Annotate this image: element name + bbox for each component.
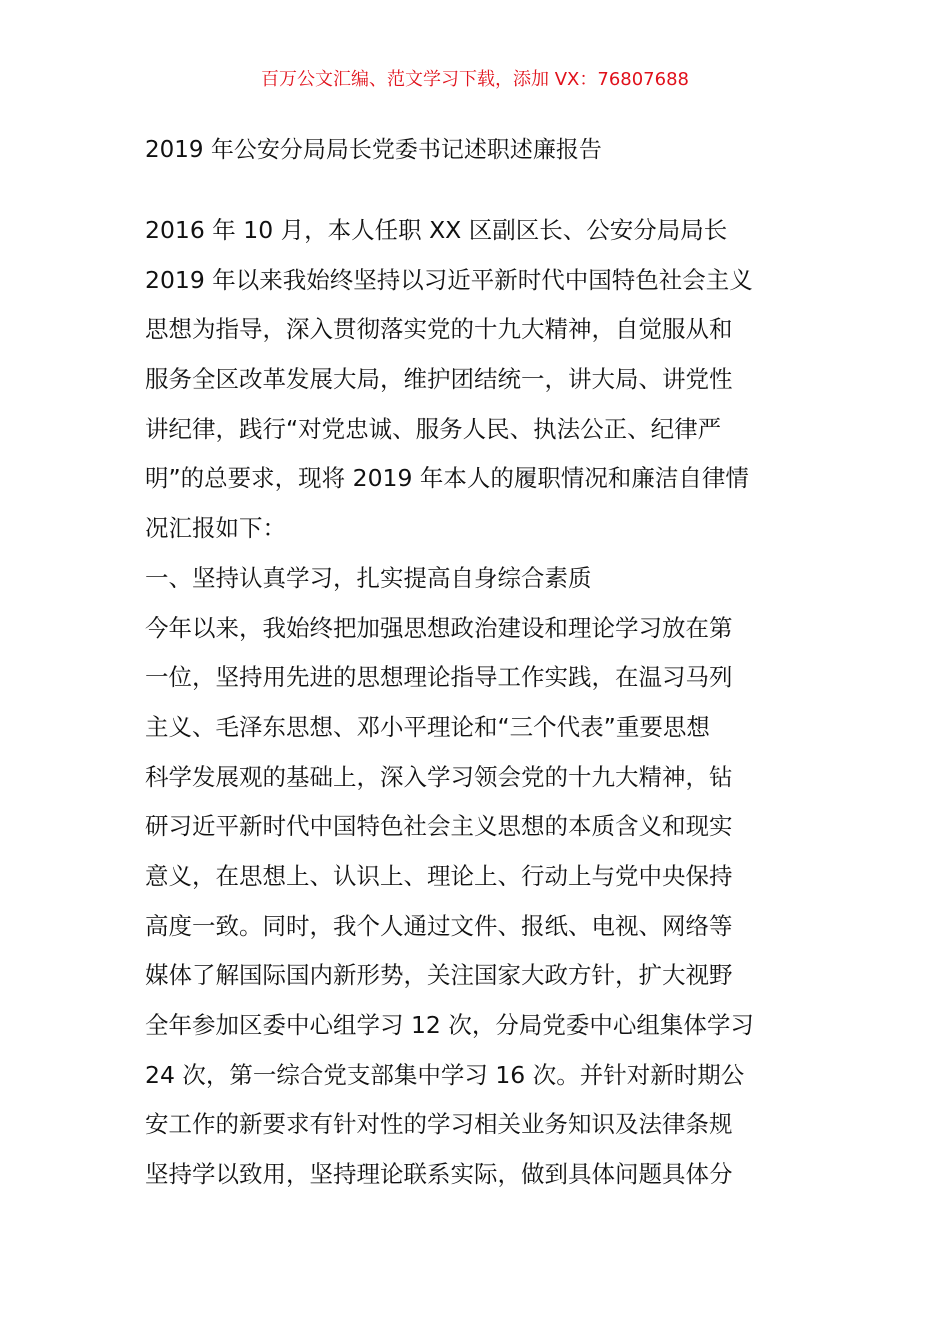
body-line: 高度一致。同时，我个人通过文件、报纸、电视、网络等 xyxy=(145,911,733,940)
body-line: 科学发展观的基础上，深入学习领会党的十九大精神，钻 xyxy=(145,762,733,791)
document-title: 2019 年公安分局局长党委书记述职述廉报告 xyxy=(145,137,602,163)
body-line: 意义，在思想上、认识上、理论上、行动上与党中央保持 xyxy=(145,861,733,890)
document-body xyxy=(145,206,815,1200)
body-line: 2019 年以来我始终坚持以习近平新时代中国特色社会主义 xyxy=(145,265,753,294)
body-line: 一位，坚持用先进的思想理论指导工作实践，在温习马列 xyxy=(145,663,733,692)
body-line: 况汇报如下： xyxy=(145,514,286,543)
body-line: 2016 年 10 月，本人任职 XX 区副区长、公安分局局长 xyxy=(145,216,728,244)
body-line: 服务全区改革发展大局，维护团结统一，讲大局、讲党性 xyxy=(145,365,733,394)
body-line: 明”的总要求，现将 2019 年本人的履职情况和廉洁自律情 xyxy=(145,464,749,493)
body-line: 今年以来，我始终把加强思想政治建设和理论学习放在第 xyxy=(145,613,733,642)
body-line: 讲纪律，践行“对党忠诚、服务人民、执法公正、纪律严 xyxy=(145,414,722,443)
body-line: 思想为指导，深入贯彻落实党的十九大精神，自觉服从和 xyxy=(145,315,733,344)
header-banner: 百万公文汇编、范文学习下载，添加 VX：76807688 xyxy=(261,69,689,90)
body-line: 研习近平新时代中国特色社会主义思想的本质含义和现实 xyxy=(145,812,733,841)
body-line: 坚持学以致用，坚持理论联系实际，做到具体问题具体分 xyxy=(145,1160,733,1189)
body-line: 全年参加区委中心组学习 12 次，分局党委中心组集体学习 xyxy=(145,1011,754,1039)
body-line: 24 次，第一综合党支部集中学习 16 次。并针对新时期公 xyxy=(145,1060,745,1089)
section-heading: 一、坚持认真学习，扎实提高自身综合素质 xyxy=(145,563,592,592)
body-line: 安工作的新要求有针对性的学习相关业务知识及法律条规 xyxy=(145,1110,733,1139)
body-line: 媒体了解国际国内新形势，关注国家大政方针，扩大视野 xyxy=(145,961,733,990)
body-line: 主义、毛泽东思想、邓小平理论和“三个代表”重要思想 xyxy=(145,712,710,741)
